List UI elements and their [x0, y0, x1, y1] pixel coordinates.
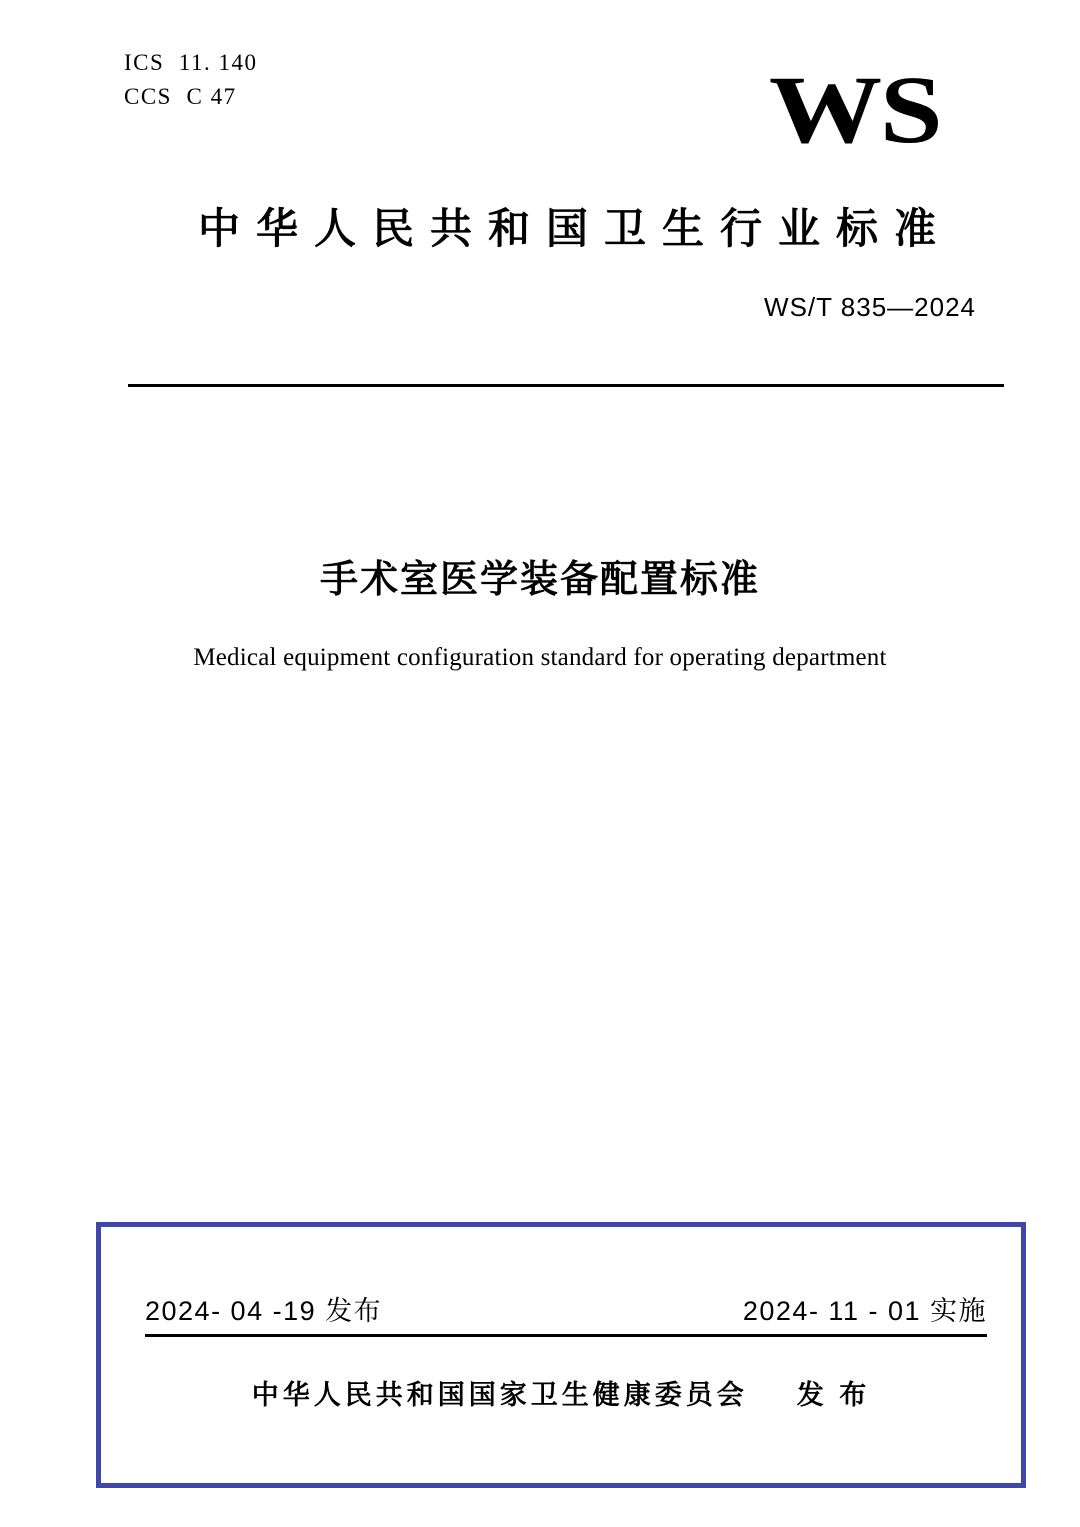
document-title-chinese: 手术室医学装备配置标准 — [319, 559, 760, 601]
classification-codes — [124, 46, 257, 114]
header-divider — [128, 384, 1004, 387]
effective-date: 2024- 11 - 01 实施 — [742, 1296, 987, 1326]
standard-series-title: 中华人民共和国卫生行业标准 — [197, 205, 952, 252]
ws-logo: WS — [768, 56, 940, 163]
publication-box — [96, 1222, 1026, 1488]
ics-code: ICS 11. 140 — [124, 50, 258, 75]
ccs-code: CCS C 47 — [124, 84, 237, 109]
issue-date: 2024- 04 -19 发布 — [145, 1296, 383, 1326]
standard-number: WS/T 835—2024 — [764, 292, 976, 322]
issuer-action: 发 布 — [796, 1380, 871, 1410]
document-title-english: Medical equipment configuration standard for operating department — [193, 644, 887, 671]
issuer-name: 中华人民共和国国家卫生健康委员会 — [251, 1380, 748, 1410]
publication-issuer — [101, 1373, 1021, 1412]
publication-dates — [145, 1289, 987, 1337]
